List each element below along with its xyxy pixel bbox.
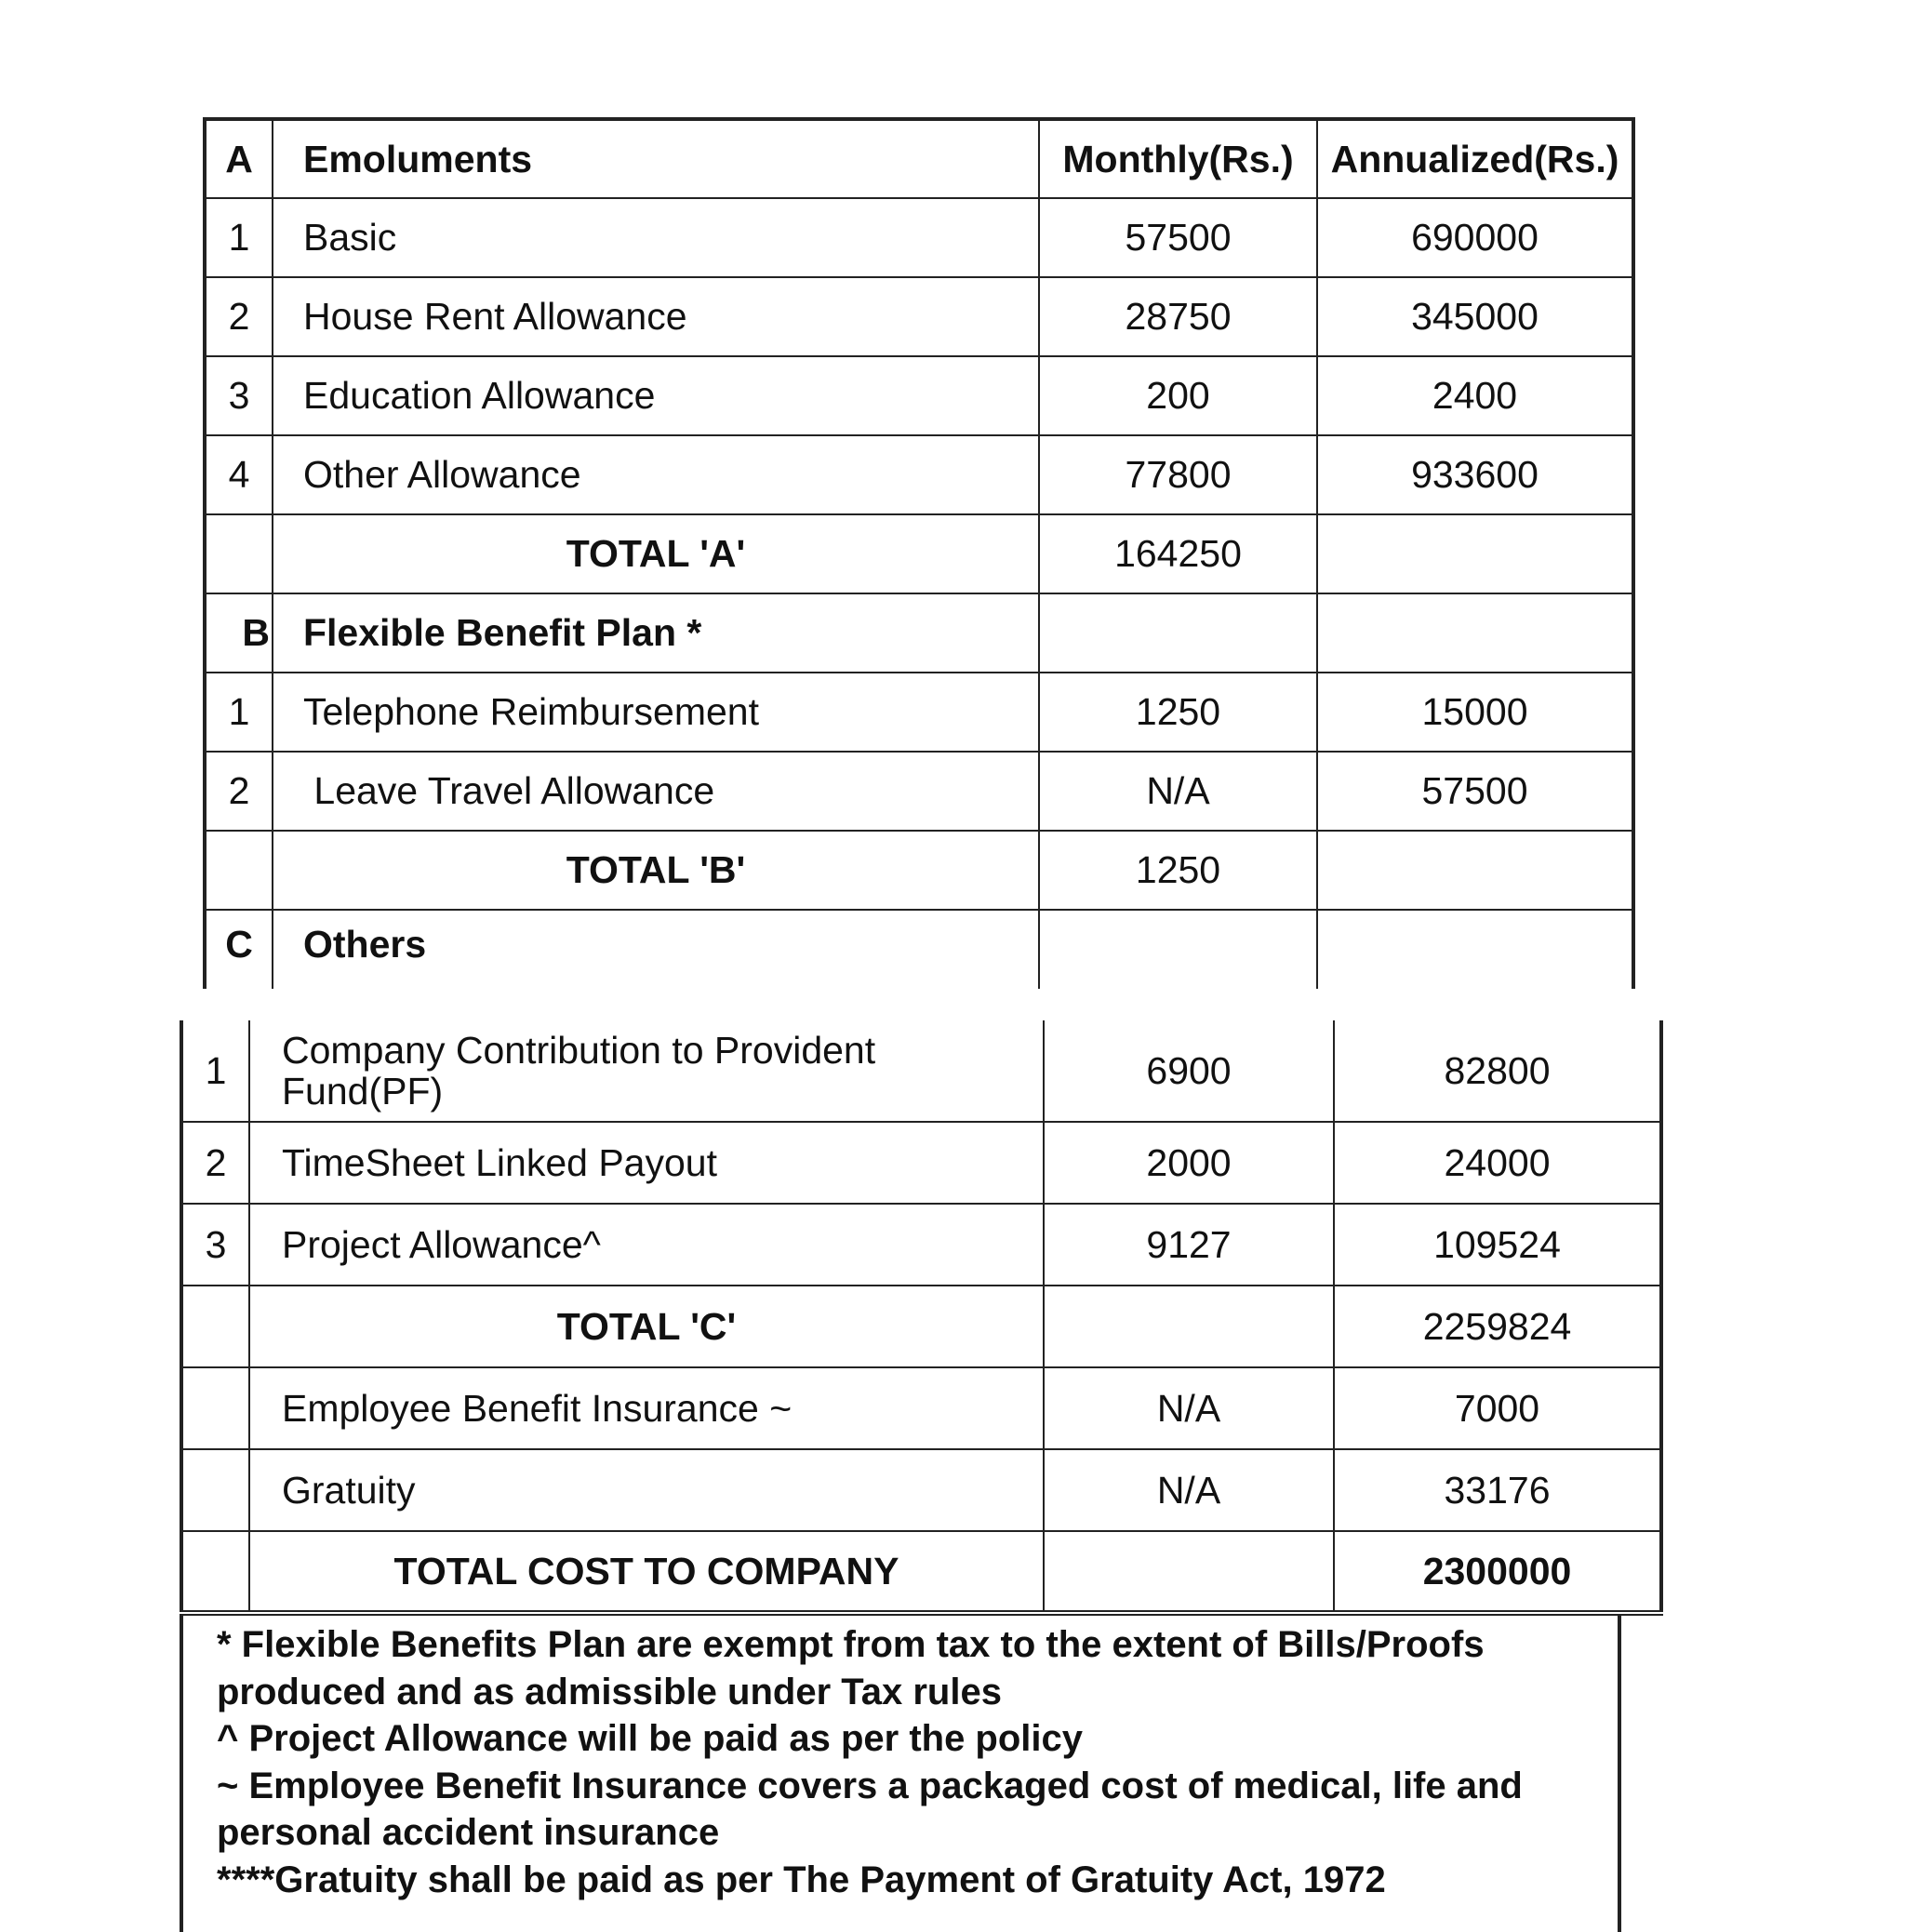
row-monthly: N/A: [1044, 1367, 1334, 1449]
row-label: Leave Travel Allowance: [273, 752, 1039, 831]
table-row: [181, 1449, 1661, 1531]
total-monthly: 164250: [1039, 514, 1317, 593]
row-index: 2: [181, 1122, 249, 1204]
row-label: Project Allowance^: [249, 1204, 1044, 1286]
row-annual: 15000: [1317, 673, 1633, 752]
row-index: 2: [205, 752, 273, 831]
row-index: 1: [205, 673, 273, 752]
footnotes: [180, 1616, 1621, 1932]
table-row: [205, 752, 1633, 831]
row-label: Basic: [273, 198, 1039, 277]
total-annual: 2259824: [1334, 1286, 1661, 1367]
row-monthly: N/A: [1039, 752, 1317, 831]
table-row: [181, 1204, 1661, 1286]
row-index: 1: [181, 1020, 249, 1122]
row-label: Gratuity: [249, 1449, 1044, 1531]
row-index: [181, 1367, 249, 1449]
row-annual: 345000: [1317, 277, 1633, 356]
row-label: Education Allowance: [273, 356, 1039, 435]
row-index: [181, 1531, 249, 1613]
total-row: [205, 514, 1633, 593]
row-annual: 109524: [1334, 1204, 1661, 1286]
total-row: [205, 831, 1633, 910]
row-index: 1: [205, 198, 273, 277]
row-index: [205, 514, 273, 593]
table-row: [205, 673, 1633, 752]
row-monthly: 2000: [1044, 1122, 1334, 1204]
total-label: TOTAL 'A': [273, 514, 1039, 593]
section-index: B: [205, 593, 273, 673]
row-monthly: 6900: [1044, 1020, 1334, 1122]
row-annual: 933600: [1317, 435, 1633, 514]
column-header-label: Emoluments: [273, 119, 1039, 198]
row-monthly: [1039, 910, 1317, 989]
row-monthly: 9127: [1044, 1204, 1334, 1286]
emoluments-table-bottom: [180, 1020, 1663, 1616]
row-annual: 82800: [1334, 1020, 1661, 1122]
table-row: [181, 1367, 1661, 1449]
table-header-row: [205, 119, 1633, 198]
section-label: Flexible Benefit Plan *: [273, 593, 1039, 673]
section-header-row: [205, 910, 1633, 989]
table-row: [205, 198, 1633, 277]
section-index: C: [205, 910, 273, 989]
total-label: TOTAL 'B': [273, 831, 1039, 910]
row-monthly: 200: [1039, 356, 1317, 435]
row-annual: 2400: [1317, 356, 1633, 435]
row-index: 3: [181, 1204, 249, 1286]
total-row: [181, 1286, 1661, 1367]
row-label: Other Allowance: [273, 435, 1039, 514]
footnote-gratuity: ****Gratuity shall be paid as per The Payment of Gratuity Act, 1972: [217, 1859, 1386, 1900]
row-monthly: N/A: [1044, 1449, 1334, 1531]
section-label: Others: [273, 910, 1039, 989]
row-monthly: 77800: [1039, 435, 1317, 514]
row-monthly: 57500: [1039, 198, 1317, 277]
total-annual: [1317, 831, 1633, 910]
column-header-annual: Annualized(Rs.): [1317, 119, 1633, 198]
row-annual: 33176: [1334, 1449, 1661, 1531]
row-label: Employee Benefit Insurance ~: [249, 1367, 1044, 1449]
row-annual: 57500: [1317, 752, 1633, 831]
grand-total-row: [181, 1531, 1661, 1613]
footnote-project-allowance: ^ Project Allowance will be paid as per the policy: [217, 1718, 1084, 1759]
row-annual: 690000: [1317, 198, 1633, 277]
emoluments-table-top: [203, 117, 1635, 989]
row-monthly: [1039, 593, 1317, 673]
footnote-flexible-benefits: * Flexible Benefits Plan are exempt from tax to the extent of Bills/Proofs produced and as admissible under Tax rules: [217, 1624, 1485, 1712]
row-label: House Rent Allowance: [273, 277, 1039, 356]
row-index: 3: [205, 356, 273, 435]
section-index: A: [205, 119, 273, 198]
total-monthly: 1250: [1039, 831, 1317, 910]
row-annual: [1317, 593, 1633, 673]
footnote-insurance: ~ Employee Benefit Insurance covers a packaged cost of medical, life and personal accident insurance: [217, 1765, 1523, 1853]
total-monthly: [1044, 1286, 1334, 1367]
row-annual: 7000: [1334, 1367, 1661, 1449]
row-index: 2: [205, 277, 273, 356]
grand-total-monthly: [1044, 1531, 1334, 1613]
table-row: [205, 277, 1633, 356]
total-annual: [1317, 514, 1633, 593]
column-header-monthly: Monthly(Rs.): [1039, 119, 1317, 198]
row-monthly: 1250: [1039, 673, 1317, 752]
row-annual: [1317, 910, 1633, 989]
row-index: [181, 1286, 249, 1367]
table-row: [205, 435, 1633, 514]
row-label: TimeSheet Linked Payout: [249, 1122, 1044, 1204]
row-index: [181, 1449, 249, 1531]
row-annual: 24000: [1334, 1122, 1661, 1204]
table-row: [181, 1020, 1661, 1122]
row-monthly: 28750: [1039, 277, 1317, 356]
table-row: [181, 1122, 1661, 1204]
section-header-row: [205, 593, 1633, 673]
grand-total-label: TOTAL COST TO COMPANY: [249, 1531, 1044, 1613]
row-label: Telephone Reimbursement: [273, 673, 1039, 752]
table-row: [205, 356, 1633, 435]
row-index: [205, 831, 273, 910]
total-label: TOTAL 'C': [249, 1286, 1044, 1367]
grand-total-annual: 2300000: [1334, 1531, 1661, 1613]
row-index: 4: [205, 435, 273, 514]
row-label: Company Contribution to Provident Fund(PF): [249, 1020, 1044, 1122]
